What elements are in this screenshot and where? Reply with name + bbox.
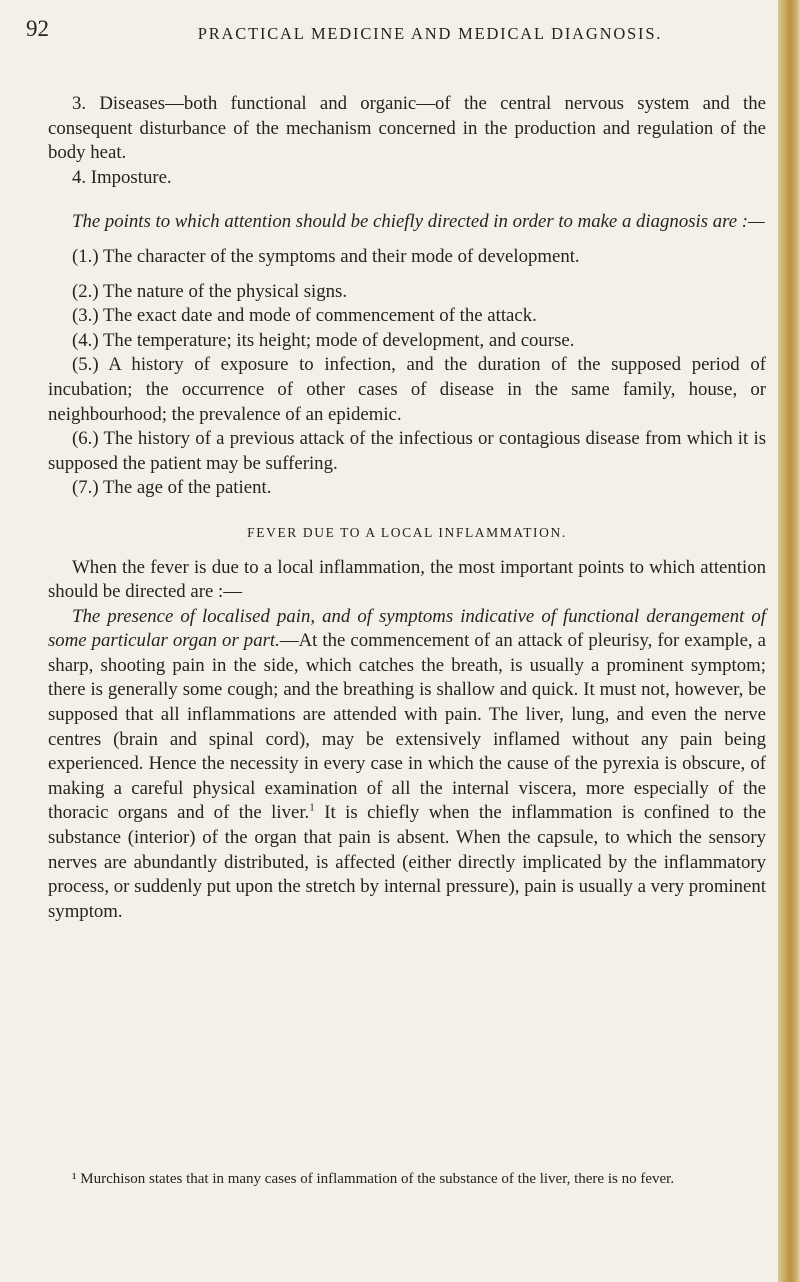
section-paragraph-1: When the fever is due to a local inflammation, the most important points to which attention should be directed are :—: [48, 556, 766, 603]
page-number: 92: [26, 16, 49, 41]
point-3: (3.) The exact date and mode of commencement of the attack.: [72, 305, 537, 327]
list-item-3: 3. Diseases—both functional and organic—of the central nervous system and the consequent disturbance of the mechanism concerned in the production and regulation of the body heat.: [48, 93, 766, 164]
point-5: (5.) A history of exposure to infection, and the duration of the supposed period of incubation; the occurrence of other cases of disease in the same family, house, or neighbourhood; the prevalence of an epidemic.: [48, 354, 766, 425]
paragraph-text-b: It is chiefly when the inflammation is confined to the substance (interior) of the organ that pain is absent. When the capsule, to which the sensory nerves are abundantly distributed, is affected (either directly implicated by the inflammatory process, or suddenly put upon the stretch by internal pressure), pain is usually a very prominent symptom.: [48, 802, 766, 922]
point-4: (4.) The temperature; its height; mode of development, and course.: [72, 329, 575, 351]
footnote: [48, 1170, 766, 1189]
section-paragraph-2: [48, 605, 766, 925]
footnote-reference: 1: [309, 802, 315, 815]
footnote-text: Murchison states that in many cases of inflammation of the substance of the liver, there is no fever.: [76, 1171, 675, 1187]
point-7: (7.) The age of the patient.: [72, 477, 272, 499]
running-head: PRACTICAL MEDICINE AND MEDICAL DIAGNOSIS.: [197, 24, 663, 43]
paragraph-lead-italic: The presence of localised pain, and of symptoms indicative of functional derangement of some particular organ or part.: [48, 605, 766, 652]
point-6: (6.) The history of a previous attack of the infectious or contagious disease from which it is supposed the patient may be suffering.: [48, 428, 766, 474]
section-heading: FEVER DUE TO A LOCAL INFLAMMATION.: [247, 524, 567, 540]
body-text: [48, 92, 766, 924]
paragraph-text-a: —At the commencement of an attack of pleurisy, for example, a sharp, shooting pain in the side, which catches the breath, is usually a prominent symptom; there is generally some cough; and the breathing is shallow and quick. It must not, however, be supposed that all inflammations are attended with pain. The liver, lung, and even the nerve centres (brain and spinal cord), may be extensively inflamed without any pain being experienced. Hence the necessity in every case in which the cause of the pyrexia is obscure, of making a careful physical examination of all the internal viscera, more especially of the thoracic organs and of the liver.: [48, 630, 766, 824]
point-2: (2.) The nature of the physical signs.: [72, 280, 348, 302]
point-1: (1.) The character of the symptoms and their mode of development.: [72, 245, 580, 267]
page-edge: [778, 0, 800, 1282]
points-intro: The points to which attention should be chiefly directed in order to make a diagnosis are :—: [72, 211, 765, 233]
list-item-4: 4. Imposture.: [72, 166, 172, 188]
footnote-marker: ¹: [72, 1171, 77, 1187]
